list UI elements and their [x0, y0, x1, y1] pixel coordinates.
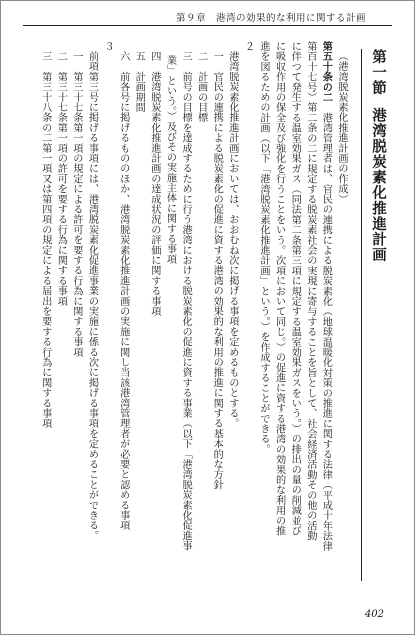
article-caption: （港湾脱炭素化推進計画の作成）	[336, 51, 347, 204]
section-heading: 港湾脱炭素化推進計画	[370, 107, 386, 263]
list-item: 六 前各号に掲げるもののほか、港湾脱炭素化推進計画の実施に関し当該港湾管理者が必要と認める事項	[117, 51, 129, 531]
paragraph-number-3: ３	[102, 41, 114, 52]
paragraph-line: 進を図るための計画（以下「港湾脱炭素化推進計画」という。）を作成することができる。	[258, 41, 270, 455]
list-item: 四 港湾脱炭素化推進計画の達成状況の評価に関する事項	[148, 51, 160, 317]
article-number: 第五十条の二	[320, 41, 332, 103]
list-item: 三 前号の目標を達成するために行う港湾における脱炭素化の促進に資する事業（以下「港湾脱炭素化促進事	[180, 51, 192, 551]
article-body	[23, 41, 388, 581]
paragraph-number-2: ２	[242, 41, 254, 52]
paragraph-2-intro: 港湾脱炭素化推進計画においては、おおむね次に掲げる事項を定めるものとする。	[226, 51, 238, 429]
chapter-header: 第９章 港湾の効果的な利用に関する計画	[175, 13, 366, 24]
paragraph-3-intro: 前項第三号に掲げる事項には、港湾脱炭素化促進事業の実施に係る次に掲げる事項を定めることができる。	[86, 51, 98, 541]
article-first-line: 第五十条の二 港湾管理者は、官民の連携による脱炭素化（地球温暖化対策の推進に関する法律（平成十年法律	[320, 41, 332, 552]
list-item: 一 第三十七条第一項の規定による許可を要する行為に関する事項	[70, 51, 82, 358]
list-item: 五 計画期間	[133, 51, 145, 113]
list-item: 三 第三十八条の二第一項又は第四項の規定による届出を要する行為に関する事項	[39, 51, 51, 429]
paragraph-line: 第百十七号）第二条の二に規定する脱炭素社会の実現に寄与することを旨として、社会経済活動その他の活動	[304, 41, 316, 541]
list-item: 一 官民の連携による脱炭素化の促進に資する港湾の効果的な利用の推進に関する基本的な方針	[211, 51, 223, 490]
list-item: 二 計画の目標	[195, 51, 207, 123]
section-title	[361, 49, 388, 581]
header-rule	[23, 25, 392, 26]
list-item: 二 第三十七条第一項の許可を要する行為に関する事項	[55, 51, 67, 307]
list-item-continuation: 業」という。）及びその実施主体に関する事項	[164, 55, 176, 265]
paragraph-line: に伴つて発生する温室効果ガス（同法第二条第三項に規定する温室効果ガスをいう。）の排出の量の削減並び	[289, 41, 301, 536]
section-label: 第一節	[370, 49, 386, 96]
paragraph-line: に吸収作用の保全及び強化を行うことをいう。次項において同じ。）の促進に資する港湾の効果的な利用の推	[273, 41, 285, 536]
page-number: 402	[364, 609, 384, 620]
